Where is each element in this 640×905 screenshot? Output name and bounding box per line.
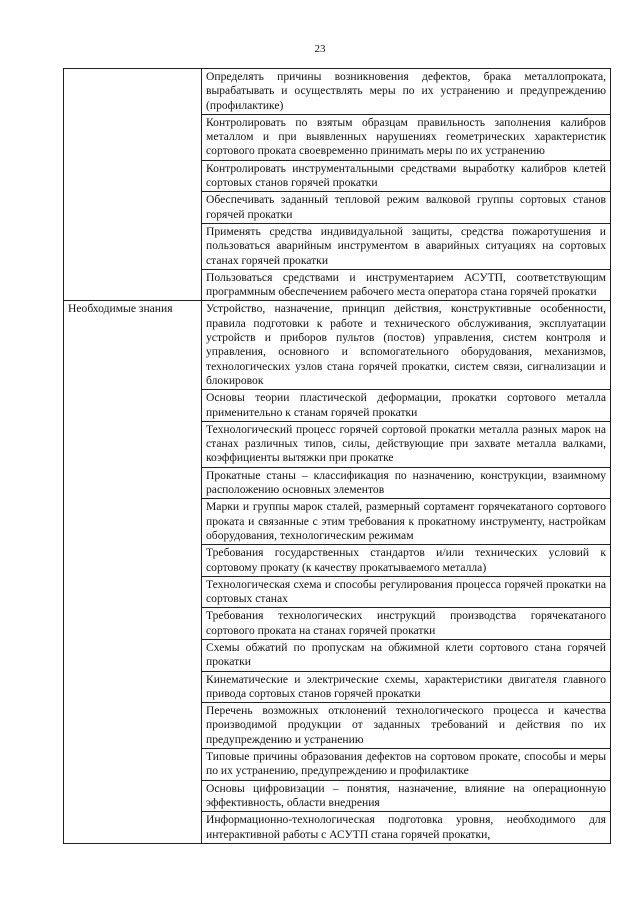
- table-cell: Устройство, назначение, принцип действия, конструктивные особенности, правила подготовки к работе и технического обслуживания, эксплуатации устройств и приборов пультов (постов) управления, систем контроля и управления, основного и вспомогательного оборудования, механизмов, технологических узлов стана горячей прокатки, систем связи, сигнализации и блокировок: [202, 301, 611, 390]
- table-row: [64, 301, 611, 390]
- table-cell: Обеспечивать заданный тепловой режим валковой группы сортовых станов горячей прокатки: [202, 192, 611, 224]
- table-cell: Марки и группы марок сталей, размерный сортамент горячекатаного сортового проката и связанные с этим требования к прокатному инструменту, настройкам оборудования, технологическим режимам: [202, 499, 611, 545]
- table-cell: Технологический процесс горячей сортовой прокатки металла разных марок на станах различных типов, силы, действующие при захвате металла валками, коэффициенты вытяжки при прокатке: [202, 421, 611, 467]
- table-cell: Типовые причины образования дефектов на сортовом прокате, способы и меры по их устранению, предупреждению и профилактике: [202, 749, 611, 781]
- table-cell: Контролировать по взятым образцам правильность заполнения калибров металлом и при выявленных нарушениях геометрических характеристик сортового проката своевременно принимать меры по их устранению: [202, 114, 611, 160]
- table-cell: Перечень возможных отклонений технологического процесса и качества производимой продукции от заданных требований и действия по их предупреждению и устранению: [202, 703, 611, 749]
- table-cell: Контролировать инструментальными средствами выработку калибров клетей сортовых станов горячей прокатки: [202, 160, 611, 192]
- table-cell: Кинематические и электрические схемы, характеристики двигателя главного привода сортовых станов горячей прокатки: [202, 671, 611, 703]
- competency-table: [63, 68, 611, 844]
- table-cell: Технологическая схема и способы регулирования процесса горячей прокатки на сортовых станах: [202, 576, 611, 608]
- table-cell: Схемы обжатий по пропускам на обжимной клети сортового стана горячей прокатки: [202, 639, 611, 671]
- table-body: [64, 69, 611, 844]
- table-cell: Пользоваться средствами и инструментарием АСУТП, соответствующим программным обеспечением рабочего места оператора стана горячей прокатки: [202, 269, 611, 301]
- table-cell: Информационно-технологическая подготовка уровня, необходимого для интерактивной работы с АСУТП стана горячей прокатки,: [202, 812, 611, 844]
- table-cell: Основы теории пластической деформации, прокатки сортового металла применительно к станам горячей прокатки: [202, 390, 611, 422]
- table-cell: Требования технологических инструкций производства горячекатаного сортового проката на станах горячей прокатки: [202, 608, 611, 640]
- table-cell: Применять средства индивидуальной защиты, средства пожаротушения и пользоваться аварийным инструментом в аварийных ситуациях на сортовых станах горячей прокатки: [202, 223, 611, 269]
- section-label-cell: Необходимые знания: [64, 301, 202, 843]
- table-cell: Определять причины возникновения дефектов, брака металлопроката, вырабатывать и осуществлять меры по их устранению и предупреждению (профилактике): [202, 69, 611, 115]
- table-cell: Основы цифровизации – понятия, назначение, влияние на операционную эффективность, области внедрения: [202, 780, 611, 812]
- table-cell: Прокатные станы – классификация по назначению, конструкции, взаимному расположению основных элементов: [202, 467, 611, 499]
- page-number: 23: [314, 43, 326, 55]
- section-label-cell: [64, 69, 202, 301]
- table-cell: Требования государственных стандартов и/или технических условий к сортовому прокату (к качеству прокатываемого металла): [202, 545, 611, 577]
- table-row: [64, 69, 611, 115]
